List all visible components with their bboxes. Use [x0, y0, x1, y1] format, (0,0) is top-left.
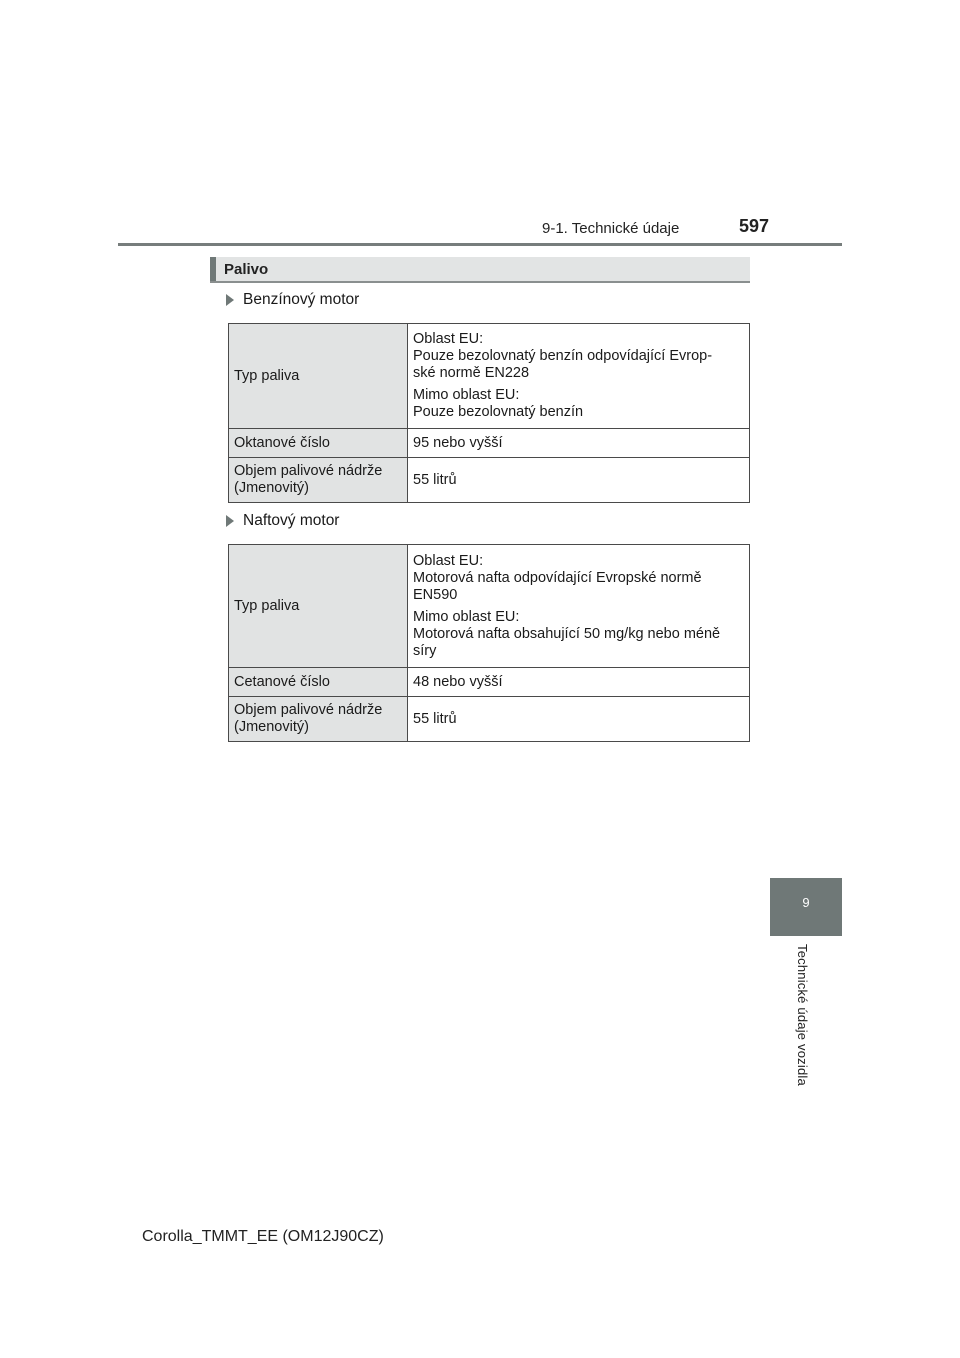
triangle-bullet-icon [226, 515, 234, 527]
table-row [229, 545, 750, 668]
value-paragraph: Oblast EU: Motorová nafta odpovídající Evropské normě EN590 [413, 552, 702, 603]
table-row [229, 697, 750, 742]
chapter-number: 9 [802, 895, 810, 910]
row-value: 48 nebo vyšší [408, 668, 750, 697]
row-label: Typ paliva [229, 324, 408, 429]
row-label: Oktanové číslo [229, 429, 408, 458]
row-value: 55 litrů [408, 458, 750, 503]
section-title: Palivo [224, 261, 269, 278]
diesel-subheading [226, 512, 339, 530]
document-footer: Corolla_TMMT_EE (OM12J90CZ) [142, 1228, 384, 1245]
petrol-subheading [226, 291, 359, 309]
value-paragraph: Oblast EU: Pouze bezolovnatý benzín odpovídající Evrop- ské normě EN228 [413, 331, 713, 381]
row-label: Objem palivové nádrže (Jmenovitý) [229, 697, 408, 742]
page-number: 597 [739, 216, 770, 236]
section-accent [210, 257, 216, 281]
table-row [229, 668, 750, 697]
petrol-spec-table [228, 323, 750, 503]
row-label: Cetanové číslo [229, 668, 408, 697]
running-header-section: 9-1. Technické údaje [542, 220, 680, 237]
value-paragraph: Mimo oblast EU: Motorová nafta obsahující 50 mg/kg nebo méně síry [413, 608, 721, 659]
row-value [408, 324, 750, 429]
chapter-tab [770, 878, 842, 936]
row-value: 95 nebo vyšší [408, 429, 750, 458]
section-heading-bar [210, 257, 750, 283]
chapter-title-vertical: Technické údaje vozidla [795, 944, 810, 1086]
header-divider [118, 243, 842, 246]
row-value: 55 litrů [408, 697, 750, 742]
value-paragraph: Mimo oblast EU: Pouze bezolovnatý benzín [413, 387, 584, 420]
row-label: Typ paliva [229, 545, 408, 668]
table-row [229, 324, 750, 429]
table-row [229, 458, 750, 503]
triangle-bullet-icon [226, 294, 234, 306]
row-label: Objem palivové nádrže (Jmenovitý) [229, 458, 408, 503]
row-value [408, 545, 750, 668]
table-row [229, 429, 750, 458]
diesel-heading-text: Naftový motor [243, 512, 340, 529]
diesel-spec-table [228, 544, 750, 742]
petrol-heading-text: Benzínový motor [243, 291, 360, 308]
